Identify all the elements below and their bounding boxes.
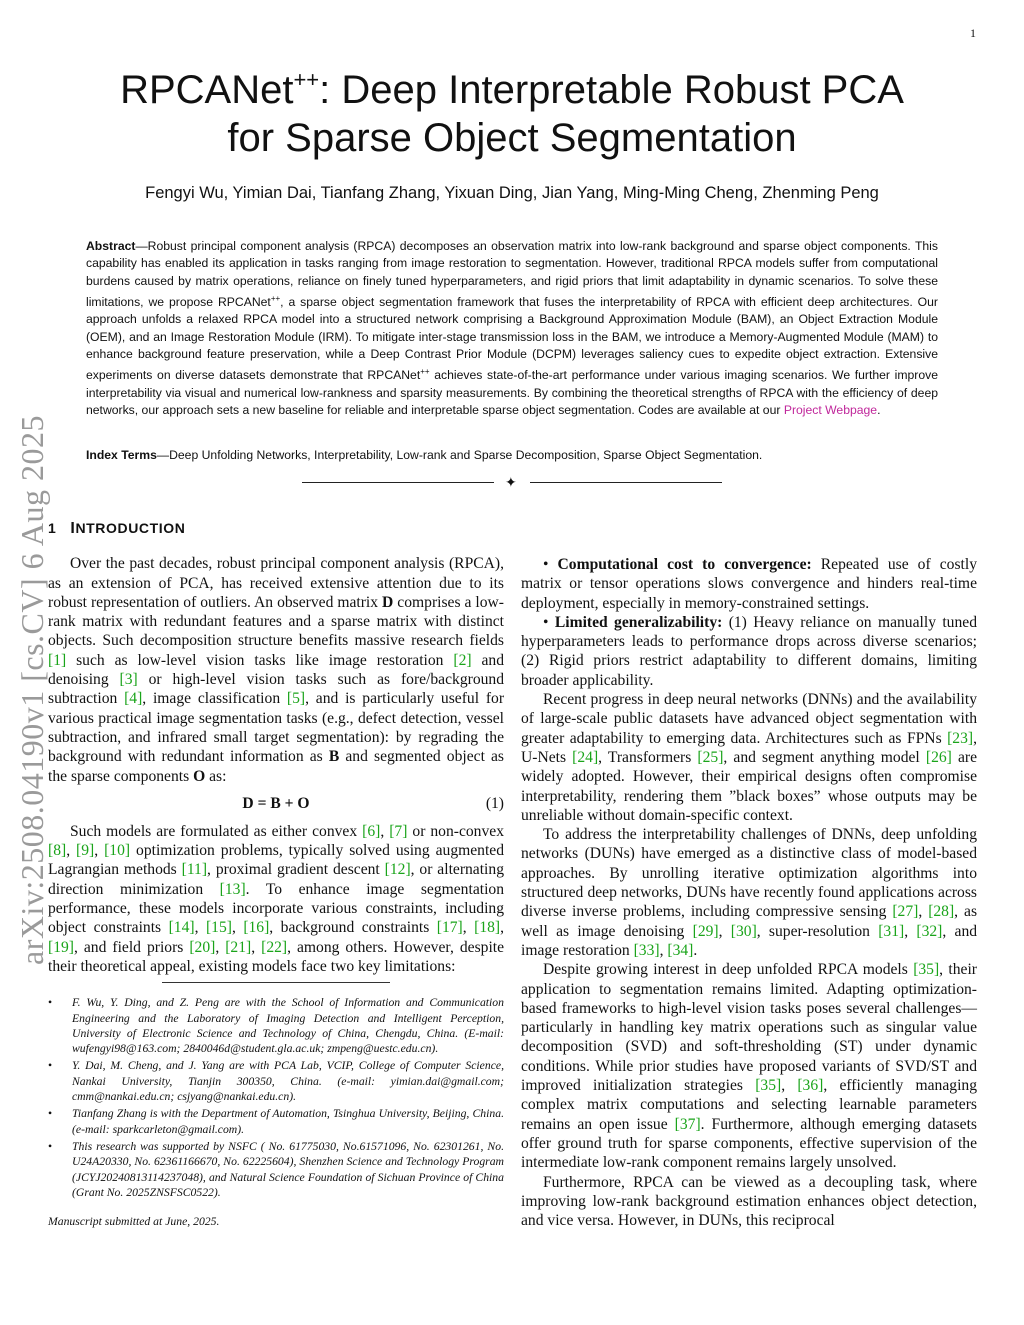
citation-link[interactable]: [34] [667, 941, 694, 959]
citation-link[interactable]: [11] [181, 861, 208, 879]
text-run: optimization problems, typically solved using augmented Lagrangian methods [48, 842, 505, 879]
text-run: and denoising [48, 651, 504, 689]
text-run: such as low-level vision tasks like image restoration [66, 651, 454, 669]
footnote-item [48, 995, 504, 1056]
text-run: are widely adopted. However, their empirical designs often compromise interpretability, rendering them ”black boxes” whose outputs may be unreliable without domain-specific context. [521, 748, 978, 824]
text-run: , [659, 941, 668, 959]
text-run: , [918, 903, 929, 921]
bullet-icon: • [543, 613, 549, 631]
text-run: , and segment anything model [723, 748, 926, 766]
text-run: . To enhance image segmentation performance, these models incorporate various constraints, including object constraints [48, 880, 504, 937]
citation-link[interactable]: [24] [572, 748, 599, 766]
citation-link[interactable]: [16] [243, 919, 270, 937]
text-run: , [66, 842, 77, 860]
manuscript-note: Manuscript submitted at June, 2025. [48, 1215, 220, 1229]
abstract-sup-2: ++ [420, 367, 430, 377]
citation-link[interactable]: [22] [261, 938, 288, 956]
abstract [86, 238, 938, 419]
paper-title [80, 66, 944, 162]
text-run: , or alternating direction minimization [48, 861, 504, 898]
abstract-label: Abstract [86, 239, 136, 253]
citation-link[interactable]: [5] [286, 690, 306, 708]
citation-link[interactable]: [18] [474, 919, 501, 937]
citation-link[interactable]: [15] [205, 919, 232, 937]
text-run: , [231, 919, 244, 937]
bullet-icon: • [543, 556, 549, 573]
arxiv-stamp: arXiv:2508.04190v1 [cs.CV] 6 Aug 2025 [14, 414, 50, 965]
divider-diamond-icon: ✦ [505, 476, 517, 491]
text-run: , [251, 938, 262, 956]
title-line1-rest: : Deep Interpretable Robust PCA [319, 68, 904, 112]
abstract-end: . [877, 402, 881, 417]
text-run: , efficiently managing complex matrix computations and selecting learnable parameters remains an open issue [521, 1077, 977, 1133]
citation-link[interactable]: [20] [189, 938, 216, 956]
equation-1 [48, 786, 504, 822]
citation-link[interactable]: [14] [168, 919, 195, 937]
divider-line-left [302, 482, 494, 483]
text-run: , their application to segmentation remains limited. Adapting optimization-based frameworks to high-level vision tasks poses several challenges—particularly in handling key matrix operations such as singular value decomposition (SVD) and soft-thresholding (ST) under dynamic conditions. While prior studies have proposed variants of SVD/ST and improved initialization strategies [521, 961, 977, 1095]
limitation-bullet-2 [521, 613, 977, 690]
bullet-text: (1) Heavy reliance on manually tuned hyperparameters leads to performance drops across diverse scenarios; (2) Rigid priors restrict adaptability to different domains, limiting broader applicability. [521, 613, 977, 689]
footnote-text: Tianfang Zhang is with the Department of Automation, Tsinghua University, Beijing, China. (e-mail: sparkcarleton@gmail.com). [72, 1107, 504, 1136]
text-run: Over the past decades, robust principal component analysis (RPCA), as an extension of PCA, has received extensive attention due to its robust representation of outliers. An observed matrix [48, 555, 504, 611]
left-column [48, 519, 504, 1231]
footnote-rule [162, 982, 390, 983]
citation-link[interactable]: [31] [878, 922, 905, 940]
text-run: , super-resolution [756, 922, 879, 940]
text-run: , proximal gradient descent [207, 861, 385, 879]
math-symbol: O [193, 767, 206, 785]
citation-link[interactable]: [9] [76, 842, 95, 860]
citation-link[interactable]: [13] [219, 880, 246, 898]
text-run: , image classification [142, 690, 287, 708]
citation-link[interactable]: [37] [674, 1115, 701, 1133]
citation-link[interactable]: [35] [913, 961, 940, 979]
text-run: , [781, 1077, 798, 1095]
citation-link[interactable]: [7] [389, 822, 408, 840]
citation-link[interactable]: [29] [692, 922, 719, 940]
citation-link[interactable]: [4] [124, 690, 143, 708]
limitation-bullet-1 [521, 555, 977, 613]
intro-paragraph-1 [48, 554, 504, 786]
text-run: , [904, 922, 917, 940]
text-run: , and is particularly useful for various practical image segmentation tasks (e.g., defect detection, vessel subtraction, and infrared small target segmentation): by regrading the background with redundant information as [48, 690, 505, 766]
text-run: and segmented object as the sparse components [48, 748, 504, 785]
citation-link[interactable]: [2] [453, 651, 472, 669]
section-number: 1 [48, 520, 57, 536]
text-run: . [693, 941, 698, 959]
bullet-icon: • [48, 1107, 53, 1121]
index-terms-text: —Deep Unfolding Networks, Interpretability, Low-rank and Sparse Decomposition, Sparse Object Segmentation. [156, 448, 763, 462]
footnote-text: F. Wu, Y. Ding, and Z. Peng are with the School of Information and Communication Engineering and the Laboratory of Imaging Detection and Intelligent Perception, University of Electronic Science and Technology of China, Chengdu, China. (E-mail: wufengyi98@163.com; 2840046d@student.gla.ac.uk; zmpeng@uestc.edu.cn). [72, 996, 504, 1056]
citation-link[interactable]: [21] [225, 938, 252, 956]
citation-link[interactable]: [1] [48, 651, 67, 669]
text-run: , [500, 919, 505, 937]
math-symbol: B [328, 748, 340, 766]
page-number: 1 [970, 26, 976, 40]
section-divider [302, 474, 722, 490]
divider-line-right [530, 482, 722, 483]
citation-link[interactable]: [8] [48, 842, 67, 860]
citation-link[interactable]: [28] [928, 903, 955, 921]
bullet-icon: • [48, 1139, 53, 1153]
citation-link[interactable]: [35] [755, 1077, 782, 1095]
bullet-icon: • [48, 996, 53, 1010]
footnotes [48, 995, 504, 1200]
bullet-icon: • [48, 1059, 53, 1073]
text-run: or non-convex [407, 822, 504, 840]
abstract-text-1: —Robust principal component analysis (RPCA) decomposes an observation matrix into low-rank background and sparse object components. This capability has enabled its application in tasks ranging from image restoration to segmentation. However, traditional RPCA models suffer from computational burdens caused by matrix operations, reliance on finely tuned hyperparameters, and rigid priors that limit adaptability in dynamic scenarios. To solve these limitations, we propose RPCANet [86, 239, 938, 309]
intro-paragraph-6: Furthermore, RPCA can be viewed as a decoupling task, where improving low-rank background estimation enhances object detection, and vice versa. However, in DUNs, this reciprocal [521, 1173, 977, 1230]
text-run: , as well as image denoising [521, 903, 978, 940]
bullet-text: Repeated use of costly matrix or tensor operations slows convergence and hinders real-time deployment, especially in memory-constrained settings. [521, 556, 977, 612]
citation-link[interactable]: [23] [947, 729, 974, 747]
citation-link[interactable]: [26] [925, 748, 952, 766]
text-run: , background constraints [269, 919, 437, 937]
text-run: , [215, 938, 226, 956]
text-run: comprises a low-rank matrix with redundant features and a sparse matrix with distinct objects. Such decomposition structure benefits massive research fields [48, 593, 504, 650]
title-line2: for Sparse Object Segmentation [227, 116, 797, 160]
citation-link[interactable]: [6] [362, 822, 381, 840]
section-title-initial: I [70, 520, 76, 537]
citation-link[interactable]: [12] [384, 861, 411, 879]
text-run: , and field priors [73, 938, 190, 956]
right-column [521, 555, 977, 1230]
citation-link[interactable]: [33] [633, 941, 660, 959]
index-terms-label: Index Terms [86, 448, 157, 462]
citation-link[interactable]: [17] [436, 919, 463, 937]
citation-link[interactable]: [27] [892, 903, 919, 921]
section-heading [48, 519, 504, 538]
text-run: , [718, 922, 731, 940]
text-run: . Furthermore, although emerging datasets offer ground truth for sparse components, effective supervision of the intermediate low-rank component remains largely unsolved. [521, 1115, 977, 1172]
text-run: or high-level vision tasks such as fore/background subtraction [48, 671, 505, 708]
intro-paragraph-5 [521, 960, 977, 1172]
footnote-text: Y. Dai, M. Cheng, and J. Yang are with PCA Lab, VCIP, College of Computer Science, Nankai University, Tianjin 300350, China. (e-mail: yimian.dai@gmail.com; cmm@nankai.edu.cn; csjyang@nankai.edu.cn). [72, 1059, 504, 1104]
abstract-text-2: , a sparse object segmentation framework that fuses the interpretability of RPCA with efficient deep architectures. Our approach unfolds a relaxed RPCA model into a structured network comprising a Background Approximation Module (BAM), an Object Extraction Module (OEM), and an Image Restoration Module (IRM). To mitigate inter-stage transmission loss in the BAM, we introduce a Memory-Augmented Module (MAM) to enhance background feature preservation, while a Deep Contrast Prior Module (DCPM) leverages saliency cues to expedite object extraction. Extensive experiments on diverse datasets demonstrate that RPCANet [86, 294, 938, 383]
abstract-text-3: achieves state-of-the-art performance under various imaging scenarios. We further improve interpretability via visual and numerical low-rankness and sparsity measurements. By combining the theoretical strengths of RPCA with the efficiency of deep networks, our approach sets a new baseline for reliable and interpretable sparse object segmentation. Codes are available at our [86, 368, 939, 417]
citation-link[interactable]: [30] [730, 922, 757, 940]
text-run: , [194, 919, 206, 937]
abstract-sup-1: ++ [270, 293, 281, 303]
math-symbol: D [382, 593, 394, 611]
footnote-item [48, 1058, 504, 1104]
project-webpage-link[interactable]: Project Webpage [783, 402, 878, 417]
citation-link[interactable]: [10] [104, 842, 131, 860]
text-run: , and image restoration [521, 922, 978, 959]
bullet-label: Limited generalizability: [554, 613, 723, 631]
index-terms [86, 447, 938, 464]
text-run: Despite growing interest in deep unfolded RPCA models [543, 961, 914, 979]
text-run: as: [205, 767, 227, 785]
equation-body: D = B + O [242, 794, 310, 812]
intro-paragraph-2 [48, 822, 504, 976]
footnote-text: This research was supported by NSFC ( No. 61775030, No.61571096, No. 62301261, No. U24A20330, No. 62361166670, No. 62225604), Shenzhen Science and Technology Program (JCYJ20240813114237048), and Natural Science Foundation of Sichuan Province of China (Grant No. 2025ZNSFSC0522). [72, 1139, 504, 1199]
citation-link[interactable]: [3] [119, 671, 138, 689]
text-run: , among others. However, despite their theoretical appeal, existing models face two key limitations: [48, 938, 505, 975]
text-run: , [94, 842, 105, 860]
citation-link[interactable]: [36] [797, 1077, 824, 1095]
text-run: , [380, 822, 390, 840]
intro-paragraph-3 [521, 690, 977, 825]
text-run: , [462, 919, 475, 937]
section-title-rest: NTRODUCTION [75, 520, 186, 536]
text-run: , U-Nets [521, 729, 977, 766]
footnote-item [48, 1139, 504, 1200]
citation-link[interactable]: [25] [697, 748, 724, 766]
text-run: Such models are formulated as either convex [70, 822, 363, 840]
text-run: To address the interpretability challenges of DNNs, deep unfolding networks (DUNs) have emerged as a distinctive class of model-based approaches. By unrolling iterative optimization algorithms into structured deep networks, DUNs have recently found applications across diverse inverse problems, including compressive sensing [521, 826, 977, 921]
citation-link[interactable]: [19] [48, 938, 74, 956]
intro-paragraph-4 [521, 825, 977, 960]
title-superscript: ++ [293, 67, 320, 92]
author-list: Fengyi Wu, Yimian Dai, Tianfang Zhang, Yixuan Ding, Jian Yang, Ming-Ming Cheng, Zhenming Peng [145, 184, 879, 202]
bullet-label: Computational cost to convergence: [557, 556, 812, 573]
equation-number: (1) [485, 794, 504, 812]
footnote-item [48, 1106, 504, 1137]
text-run: , Transformers [598, 748, 698, 766]
citation-link[interactable]: [32] [916, 922, 943, 940]
title-main: RPCANet [120, 68, 294, 112]
text-run: Recent progress in deep neural networks (DNNs) and the availability of large-scale public datasets have advanced object segmentation with greater adaptability to emerging data. Architectures such as FPNs [521, 691, 977, 747]
